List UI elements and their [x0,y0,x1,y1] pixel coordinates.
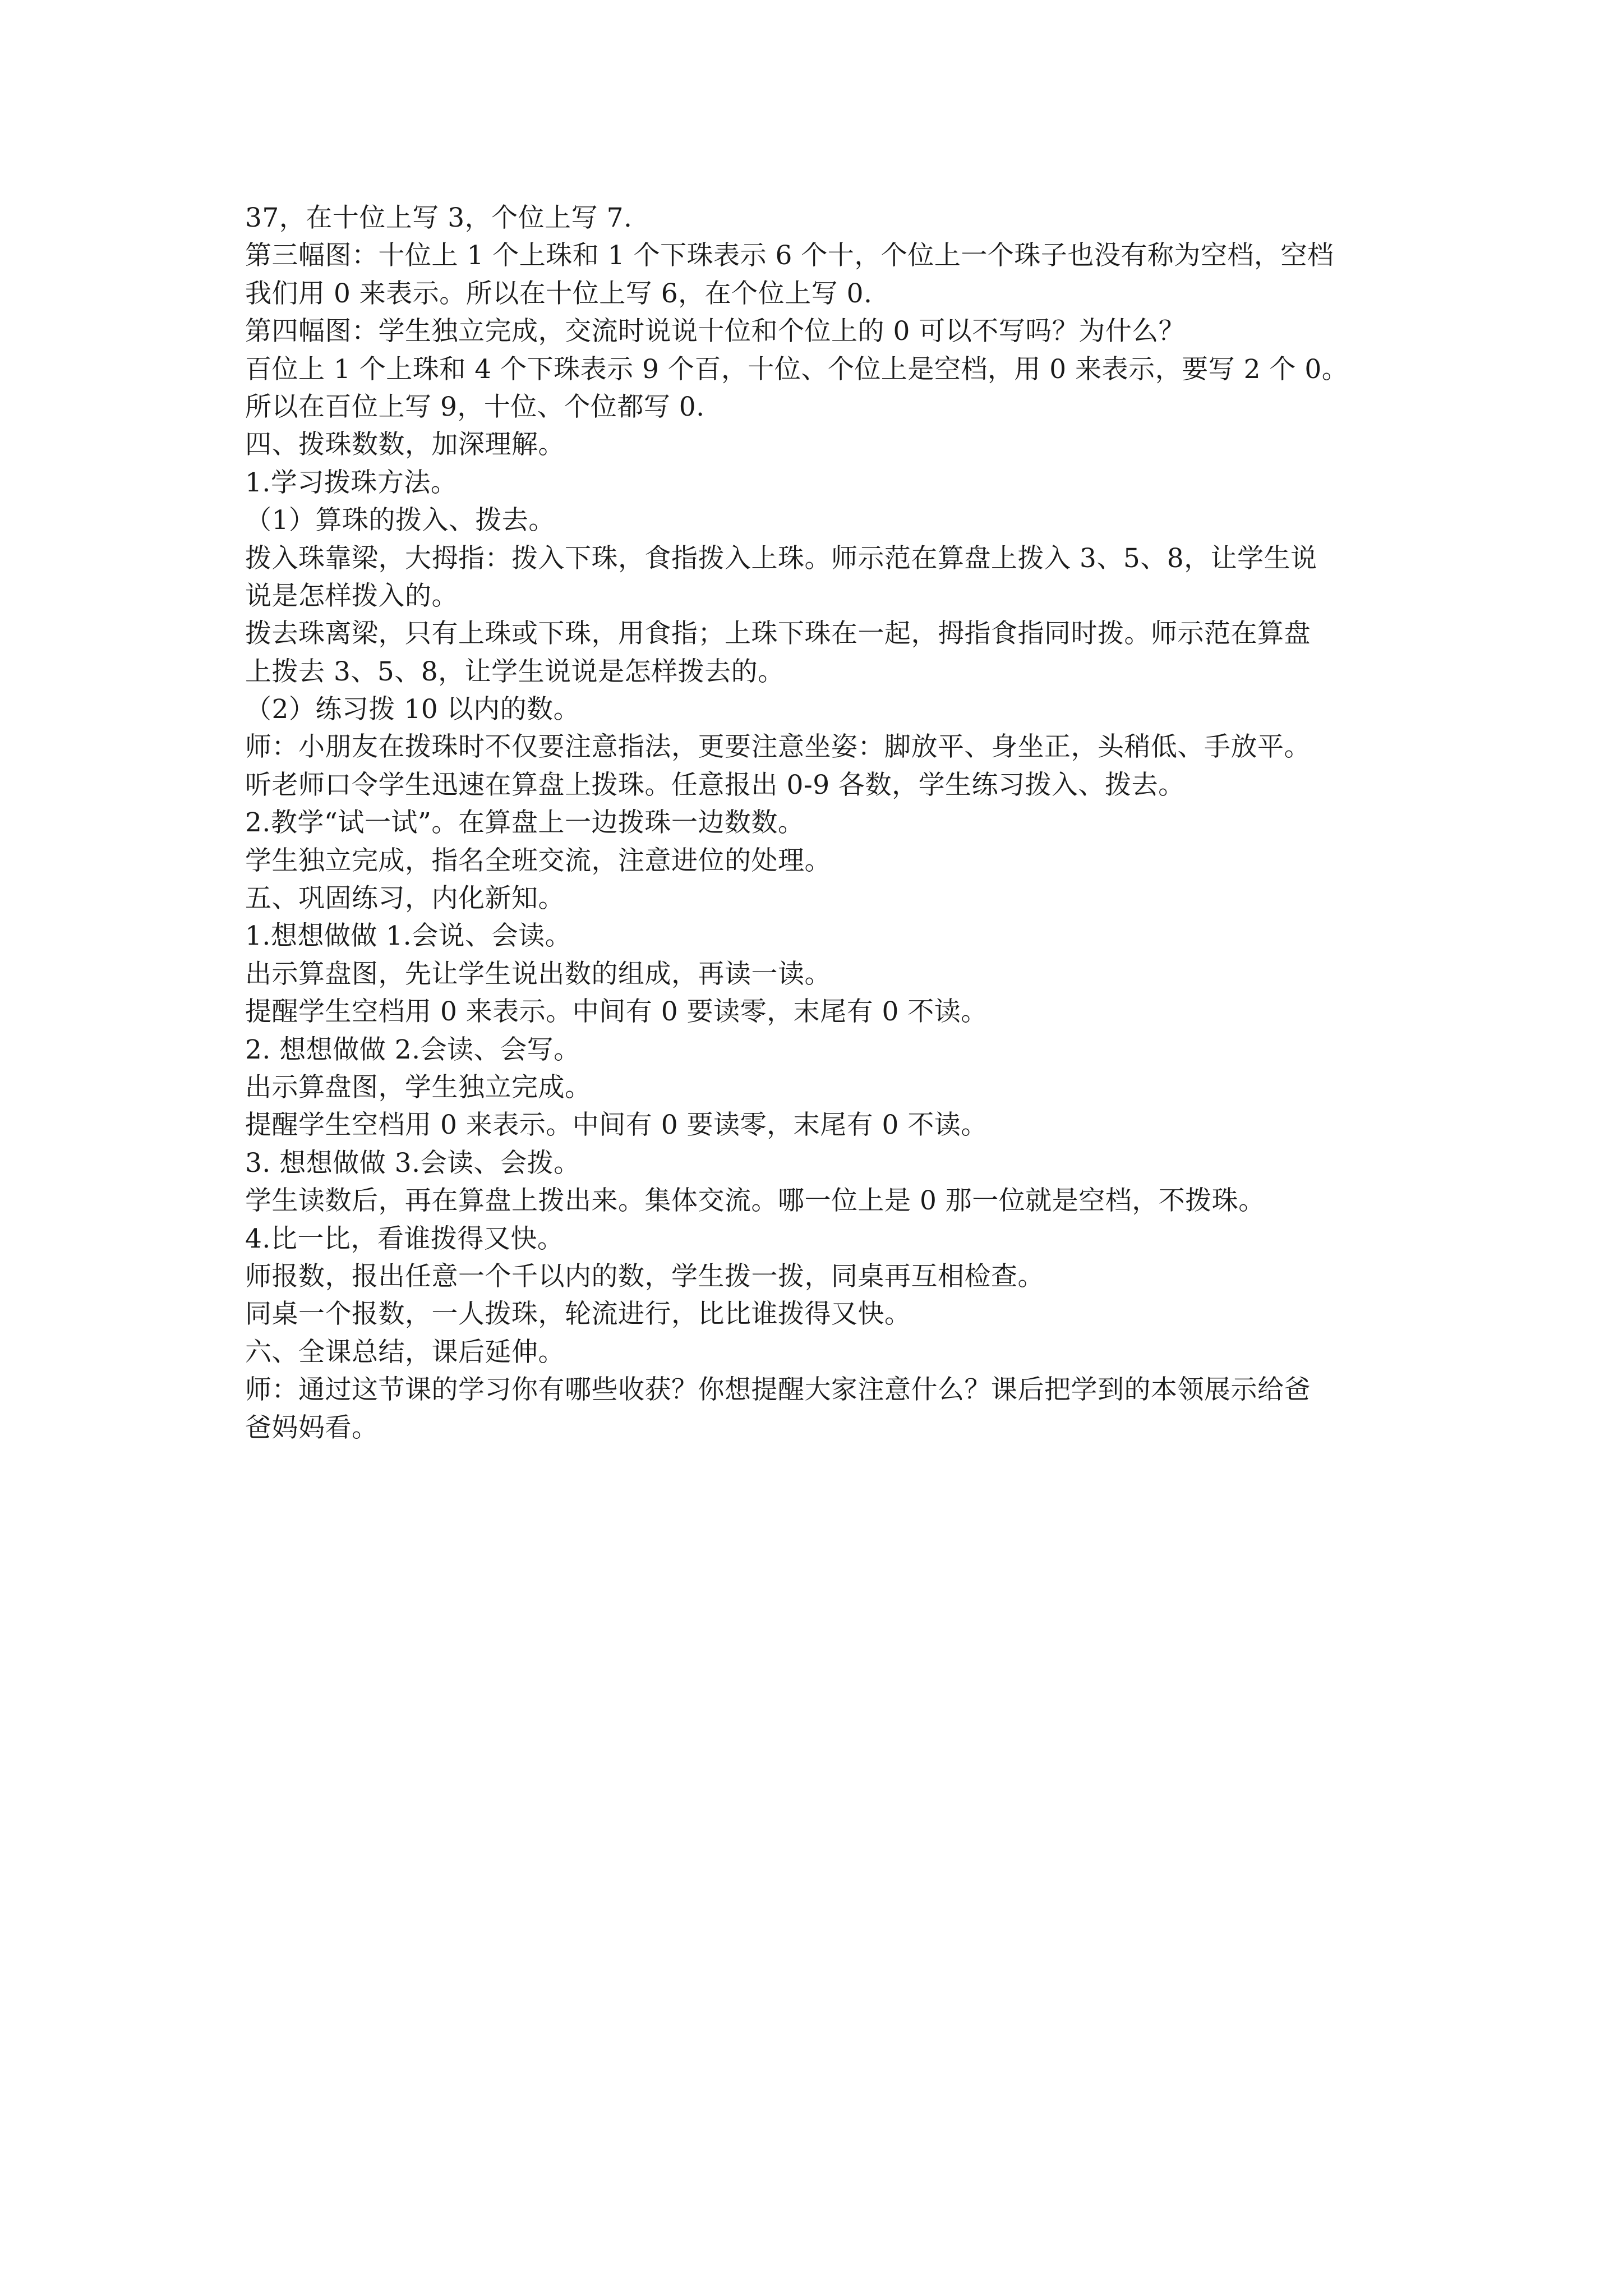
text-line: 拨入珠靠梁，大拇指：拨入下珠，食指拨入上珠。师示范在算盘上拨入 3、5、8，让学生说 [245,542,1317,574]
text-line: 第四幅图：学生独立完成，交流时说说十位和个位上的 0 可以不写吗？为什么？ [245,316,1186,347]
text-line: 出示算盘图，学生独立完成。 [245,1071,592,1103]
section-heading: 四、拨珠数数，加深理解。 [245,429,565,461]
text-line: 听老师口令学生迅速在算盘上拨珠。任意报出 0-9 各数，学生练习拨入、拨去。 [245,769,1185,800]
text-line: 师报数，报出任意一个千以内的数，学生拨一拨，同桌再互相检查。 [245,1260,1044,1292]
text-line: 学生读数后，再在算盘上拨出来。集体交流。哪一位上是 0 那一位就是空档，不拨珠。 [245,1185,1265,1217]
subsection-heading: （2）练习拨 10 以内的数。 [245,694,580,725]
subsection-heading: 3. 想想做做 3.会读、会拨。 [245,1147,580,1179]
text-line: 提醒学生空档用 0 来表示。中间有 0 要读零，末尾有 0 不读。 [245,1110,988,1141]
text-line: 百位上 1 个上珠和 4 个下珠表示 9 个百，十位、个位上是空档，用 0 来表示，要写 2 个 0。 [245,353,1349,385]
text-line: 提醒学生空档用 0 来表示。中间有 0 要读零，末尾有 0 不读。 [245,996,988,1028]
text-line: 所以在百位上写 9，十位、个位都写 0. [245,391,705,422]
text-line: 37，在十位上写 3，个位上写 7. [245,203,633,233]
section-heading: 五、巩固练习，内化新知。 [245,883,565,914]
text-line: 拨去珠离梁，只有上珠或下珠，用食指；上珠下珠在一起，拇指食指同时拨。师示范在算盘 [245,618,1311,650]
text-line: 说是怎样拨入的。 [245,580,458,611]
subsection-heading: 4.比一比，看谁拨得又快。 [245,1223,564,1254]
subsection-heading: 1.想想做做 1.会说、会读。 [245,921,572,952]
text-line: 我们用 0 来表示。所以在十位上写 6，在个位上写 0. [245,278,873,309]
document-body [245,199,1400,1447]
subsection-heading: （1）算珠的拨入、拨去。 [245,505,555,536]
text-line: 上拨去 3、5、8，让学生说说是怎样拨去的。 [245,656,785,687]
text-line: 同桌一个报数，一人拨珠，轮流进行，比比谁拨得又快。 [245,1299,911,1330]
text-line: 出示算盘图，先让学生说出数的组成，再读一读。 [245,958,831,990]
text-line: 学生独立完成，指名全班交流，注意进位的处理。 [245,845,831,876]
subsection-heading: 2. 想想做做 2.会读、会写。 [245,1034,580,1065]
text-line: 第三幅图：十位上 1 个上珠和 1 个下珠表示 6 个十，个位上一个珠子也没有称为空档，空档 [245,240,1334,272]
section-heading: 六、全课总结，课后延伸。 [245,1336,565,1368]
text-line: 爸妈妈看。 [245,1412,379,1443]
text-line: 师：通过这节课的学习你有哪些收获？你想提醒大家注意什么？课后把学到的本领展示给爸 [245,1374,1311,1406]
text-line: 师：小朋友在拨珠时不仅要注意指法，更要注意坐姿：脚放平、身坐正，头稍低、手放平。 [245,731,1311,763]
subsection-heading: 2.教学“试一试”。在算盘上一边拨珠一边数数。 [245,807,805,839]
subsection-heading: 1.学习拨珠方法。 [245,467,458,498]
